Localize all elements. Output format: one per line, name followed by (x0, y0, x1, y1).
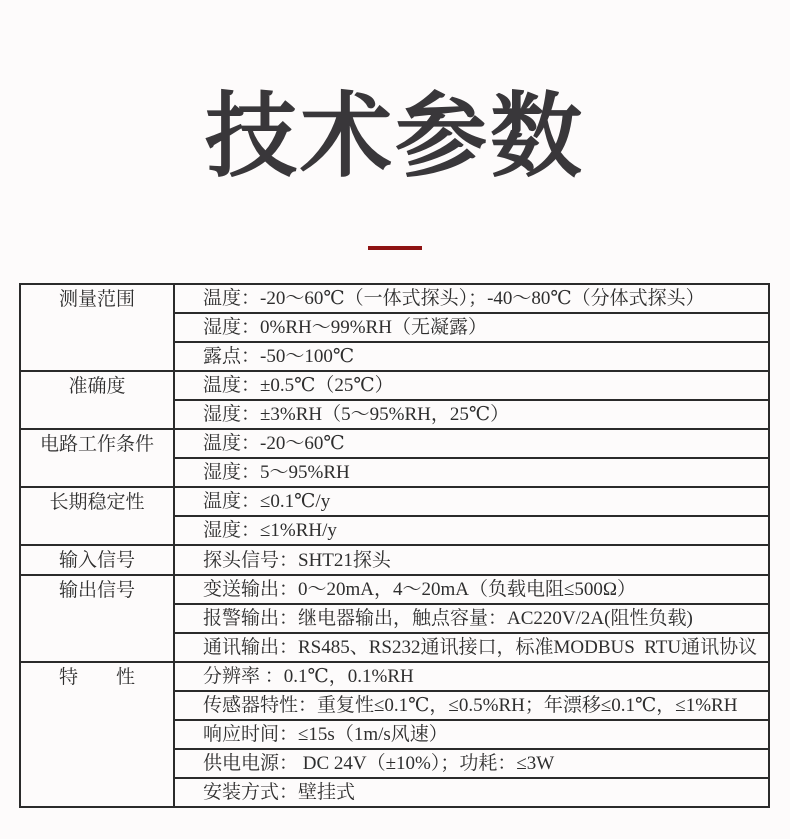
spec-cell: 温度：-20～60℃ (174, 429, 769, 458)
table-row (20, 429, 769, 458)
spec-cell: 分辨率 ：0.1℃，0.1%RH (174, 662, 769, 691)
spec-cell: 湿度：5～95%RH (174, 458, 769, 487)
table-row (20, 662, 769, 691)
spec-cell: 变送输出：0～20mA，4～20mA（负载电阻≤500Ω） (174, 575, 769, 604)
spec-table (19, 283, 770, 808)
table-row (20, 487, 769, 516)
table-row (20, 371, 769, 400)
table-row (20, 284, 769, 313)
category-cell-measurement-range: 测量范围 (20, 284, 174, 371)
spec-cell: 温度：≤0.1℃/y (174, 487, 769, 516)
category-cell-operating-conditions: 电路工作条件 (20, 429, 174, 487)
category-cell-accuracy: 准确度 (20, 371, 174, 429)
spec-cell: 传感器特性：重复性≤0.1℃，≤0.5%RH；年漂移≤0.1℃，≤1%RH (174, 691, 769, 720)
spec-cell: 报警输出：继电器输出，触点容量：AC220V/2A(阻性负载) (174, 604, 769, 633)
spec-cell: 湿度：≤1%RH/y (174, 516, 769, 545)
spec-cell: 响应时间：≤15s（1m/s风速） (174, 720, 769, 749)
title-accent-line (368, 246, 422, 250)
category-cell-characteristics: 特 性 (20, 662, 174, 807)
spec-cell: 温度：-20～60℃（一体式探头）；-40～80℃（分体式探头） (174, 284, 769, 313)
spec-cell: 露点：-50～100℃ (174, 342, 769, 371)
table-row (20, 545, 769, 575)
spec-cell: 湿度：±3%RH（5～95%RH，25℃） (174, 400, 769, 429)
category-cell-output-signal: 输出信号 (20, 575, 174, 662)
spec-cell: 通讯输出：RS485、RS232通讯接口，标准MODBUS RTU通讯协议 (174, 633, 769, 662)
page-title: 技术参数 (204, 86, 585, 188)
spec-cell: 湿度：0%RH～99%RH（无凝露） (174, 313, 769, 342)
spec-cell: 安装方式：壁挂式 (174, 778, 769, 807)
category-cell-input-signal: 输入信号 (20, 545, 174, 575)
category-cell-long-term-stability: 长期稳定性 (20, 487, 174, 545)
spec-cell: 探头信号：SHT21探头 (174, 545, 769, 575)
table-row (20, 575, 769, 604)
spec-cell: 供电电源： DC 24V（±10%）；功耗：≤3W (174, 749, 769, 778)
spec-cell: 温度：±0.5℃（25℃） (174, 371, 769, 400)
